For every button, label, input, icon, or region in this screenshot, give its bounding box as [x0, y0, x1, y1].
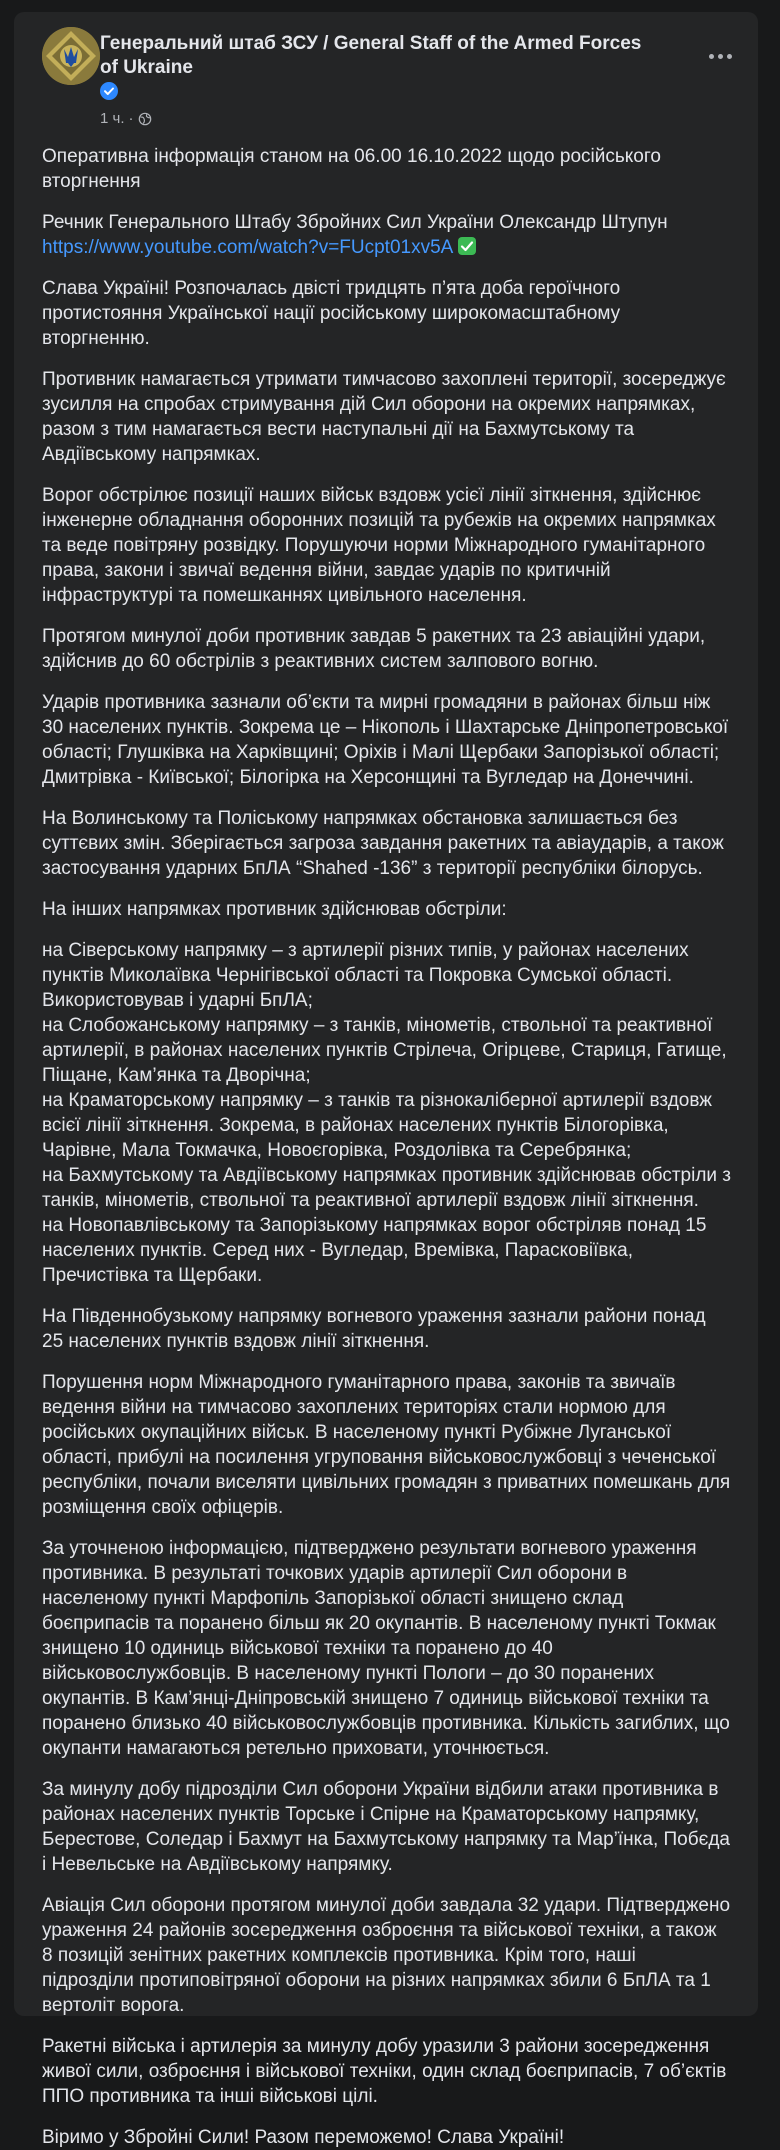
- post-paragraph: На інших напрямках противник здійснював обстріли:: [42, 899, 507, 920]
- direction-line: на Сіверському напрямку – з артилерії різних типів, у районах населених пунктів Миколаївка Чернігівської області та Покровка Сумської області. Використовував і ударні БпЛА;: [42, 940, 689, 1011]
- post-paragraph: Противник намагається утримати тимчасово захоплені території, зосереджує зусилля на спробах стримування дій Сил оборони на окремих напрямках, разом з тим намагається вести наступальні дії на Бахмутському та Авдіївському напрямках.: [42, 369, 726, 465]
- direction-line: на Новопавлівському та Запорізькому напрямках ворог обстріляв понад 15 населених пунктів. Серед них - Вугледар, Времівка, Парасковіївка, Пречистівка та Щербаки.: [42, 1215, 707, 1286]
- page-name-link[interactable]: Генеральний штаб ЗСУ / General Staff of the Armed Forces of Ukraine: [100, 33, 642, 78]
- post-paragraph-closing: Віримо у Збройні Сили! Разом переможемо! Слава Україні!: [42, 2127, 565, 2148]
- verified-badge-icon: [100, 82, 118, 100]
- more-options-icon[interactable]: [700, 42, 740, 70]
- check-mark-icon: [457, 236, 477, 256]
- post-paragraph: Порушення норм Міжнародного гуманітарного права, законів та звичаїв ведення війни на тимчасово захоплених територіях стали нормою для російських окупаційних військ. В населеному пункті Рубіжне Луганської області, прибулі на посилення угруповання військовослужбовці з чеченської республіки, почали виселяти цивільних громадян з приватних помешкань для розміщення своїх офіцерів.: [42, 1372, 731, 1518]
- post-paragraph: Протягом минулої доби противник завдав 5 ракетних та 23 авіаційні удари, здійснив до 60 обстрілів з реактивних систем залпового вогню.: [42, 626, 706, 672]
- trident-emblem-logo: [42, 27, 100, 85]
- post-paragraph-title: Оперативна інформація станом на 06.00 16.10.2022 щодо російського вторгнення: [42, 146, 661, 192]
- globe-icon[interactable]: [138, 112, 152, 126]
- post-paragraph: Ракетні війська і артилерія за минулу добу уразили 3 райони зосередження живої сили, озброєння і військової техніки, один склад боєприпасів, 7 об’єктів ППО противника та інші військові цілі.: [42, 2036, 727, 2107]
- direction-line: на Бахмутському та Авдіївському напрямках противник здійснював обстріли з танків, мінометів, ствольної та реактивної артилерії вздовж лінії зіткнення.: [42, 1165, 732, 1211]
- post-paragraph-directions: [42, 938, 732, 1288]
- post-paragraph: На Волинському та Поліському напрямках обстановка залишається без суттєвих змін. Зберігається загроза завдання ракетних та авіаударів, а також застосування ударних БпЛА “Shahed -136” з території республіки білорусь.: [42, 808, 724, 879]
- dot: [727, 54, 732, 59]
- post-header: [14, 12, 758, 127]
- post-body: [14, 124, 758, 2150]
- direction-line: на Слобожанському напрямку – з танків, мінометів, ствольної та реактивної артилерії, в районах населених пунктів Стрілеча, Огірцеве, Стариця, Гатище, Піщане, Кам’янка та Дворічна;: [42, 1015, 727, 1086]
- youtube-link[interactable]: https://www.youtube.com/watch?v=FUcpt01xv5A: [42, 237, 454, 258]
- post-paragraph: Авіація Сил оборони протягом минулої доби завдала 32 удари. Підтверджено ураження 24 районів зосередження озброєння та військової техніки, а також 8 позицій зенітних ракетних комплексів противника. Крім того, наші підрозділи протиповітряної оборони на різних напрямках збили 6 БпЛА та 1 вертоліт ворога.: [42, 1895, 731, 2016]
- post-paragraph: Ударів противника зазнали об’єкти та мирні громадяни в районах більш ніж 30 населених пунктів. Зокрема це – Нікополь і Шахтарське Дніпропетровської області; Глушківка на Харківщині; Оріхів і Малі Щербаки Запорізької області; Дмитрівка - Київської; Білогірка на Херсонщині та Вугледар на Донеччині.: [42, 692, 729, 788]
- post-meta: [100, 110, 152, 128]
- post-card: [14, 12, 758, 2148]
- spokesman-text: Речник Генерального Штабу Збройних Сил України Олександр Штупун: [42, 212, 668, 233]
- dot: [718, 54, 723, 59]
- post-paragraph-spokesman: [42, 210, 732, 260]
- page-name[interactable]: [100, 32, 660, 80]
- post-paragraph: За уточненою інформацією, підтверджено результати вогневого ураження противника. В результаті точкових ударів артилерії Сил оборони в населеному пункті Марфопіль Запорізької області знищено склад боєприпасів та поранено більш як 20 окупантів. В населеному пункті Токмак знищено 10 одиниць військової техніки та поранено до 40 військовослужбовців. В населеному пункті Пологи – до 30 поранених окупантів. В Кам’янці-Дніпровській знищено 7 одиниць військової техніки та поранено близько 40 військовослужбовців противника. Кількість загиблих, що окупанти намагаються ретельно приховати, уточнюється.: [42, 1538, 730, 1759]
- page-avatar[interactable]: [42, 27, 100, 85]
- dot: [709, 54, 714, 59]
- post-paragraph: За минулу добу підрозділи Сил оборони України відбили атаки противника в районах населених пунктів Торське і Спірне на Краматорському напрямку, Берестове, Соледар і Бахмут на Бахмутському напрямку та Мар’їнка, Побєда і Невельське на Авдіївському напрямку.: [42, 1779, 730, 1875]
- post-paragraph: Слава Україні! Розпочалась двісті тридцять п’ята доба героїчного протистояння Української нації російському широкомасштабному вторгненню.: [42, 278, 621, 349]
- post-timestamp[interactable]: 1 ч.: [100, 110, 125, 127]
- post-paragraph: Ворог обстрілює позиції наших військ вздовж усієї лінії зіткнення, здійснює інженерне обладнання оборонних позицій та рубежів на окремих напрямках та веде повітряну розвідку. Порушуючи норми Міжнародного гуманітарного права, закони і звичаї ведення війни, завдає ударів по критичній інфраструктурі та помешканнях цивільного населення.: [42, 485, 716, 606]
- meta-separator: ·: [128, 110, 134, 127]
- post-paragraph: На Південнобузькому напрямку вогневого ураження зазнали райони понад 25 населених пунктів вздовж лінії зіткнення.: [42, 1306, 706, 1352]
- direction-line: на Краматорському напрямку – з танків та різнокаліберної артилерії вздовж всієї лінії зіткнення. Зокрема, в районах населених пунктів Білогорівка, Чарівне, Мала Токмачка, Новоєгорівка, Роздолівка та Серебрянка;: [42, 1090, 712, 1161]
